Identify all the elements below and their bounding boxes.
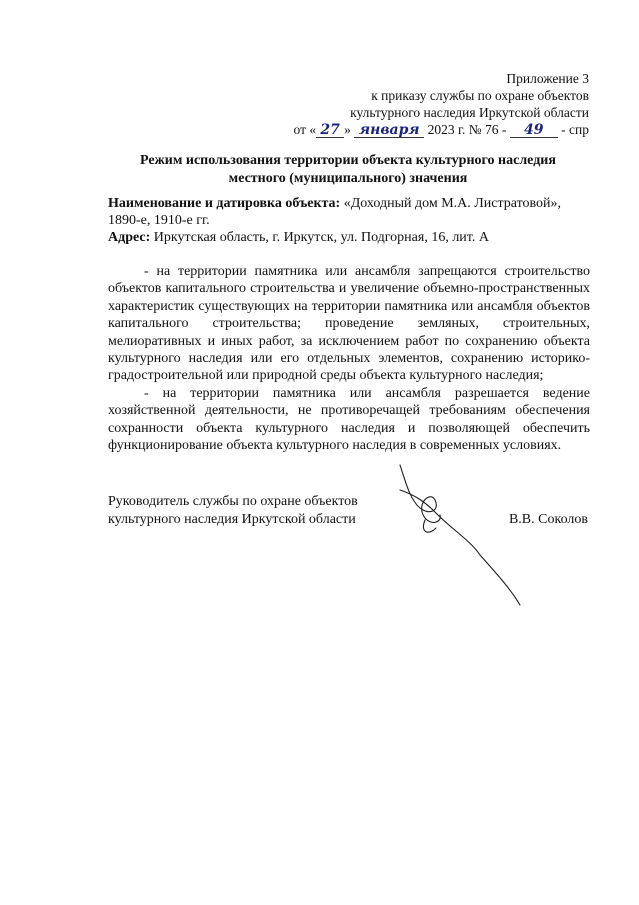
signer-position-line-1: Руководитель службы по охране объектов <box>108 494 358 509</box>
title-line-1: Режим использования территории объекта культурного наследия <box>140 153 556 168</box>
object-name-value: «Доходный дом М.А. Листратовой», 1890-е, 1910-е гг. <box>108 196 562 228</box>
handwritten-day: 27 <box>316 123 344 138</box>
appendix-title: Приложение 3 <box>506 71 589 86</box>
date-day-suffix: » <box>344 122 351 137</box>
object-info <box>108 195 590 246</box>
handwritten-signature-icon <box>380 460 540 610</box>
prohibition-paragraph: - на территории памятника или ансамбля запрещаются строительство объектов капитального строительства и увеличение объемно-пространственных характеристик существующих на территории памятника или ансамбля объектов капитального строительства; проведение земляных, строительных, мелиоративных и иных работ, за исключением работ по сохранению объекта культурного наследия или его отдельных элементов, сохранению историко-градостроительной или природной среды объекта культурного наследия; <box>108 264 590 384</box>
appendix-order-line: к приказу службы по охране объектов <box>371 88 589 103</box>
title-line-2: местного (муниципального) значения <box>228 171 468 186</box>
handwritten-number: 49 <box>510 123 558 138</box>
date-prefix: от « <box>293 122 317 137</box>
signer-name: В.В. Соколов <box>508 512 588 527</box>
signer-position-line-2: культурного наследия Иркутской области <box>108 512 356 527</box>
regime-text <box>108 263 590 454</box>
object-name-row <box>108 195 590 229</box>
order-date-number-line <box>294 121 589 138</box>
appendix-agency-line: культурного наследия Иркутской области <box>350 105 589 120</box>
handwritten-month: января <box>354 123 424 138</box>
object-address-row <box>108 229 590 246</box>
document-title <box>108 152 588 188</box>
address-value: Иркутская область, г. Иркутск, ул. Подгорная, 16, лит. А <box>153 230 489 245</box>
year-and-number: 2023 г. № 76 - <box>427 122 507 137</box>
appendix-block <box>294 70 589 138</box>
permission-paragraph: - на территории памятника или ансамбля разрешается ведение хозяйственной деятельности, не противоречащей требованиям обеспечения сохранности объекта культурного наследия и позволяющей обеспечить функционирование объекта культурного наследия в современных условиях. <box>108 385 590 454</box>
number-suffix: - спр <box>561 122 589 137</box>
address-label: Адрес: <box>108 230 151 245</box>
object-name-label: Наименование и датировка объекта: <box>108 196 341 211</box>
